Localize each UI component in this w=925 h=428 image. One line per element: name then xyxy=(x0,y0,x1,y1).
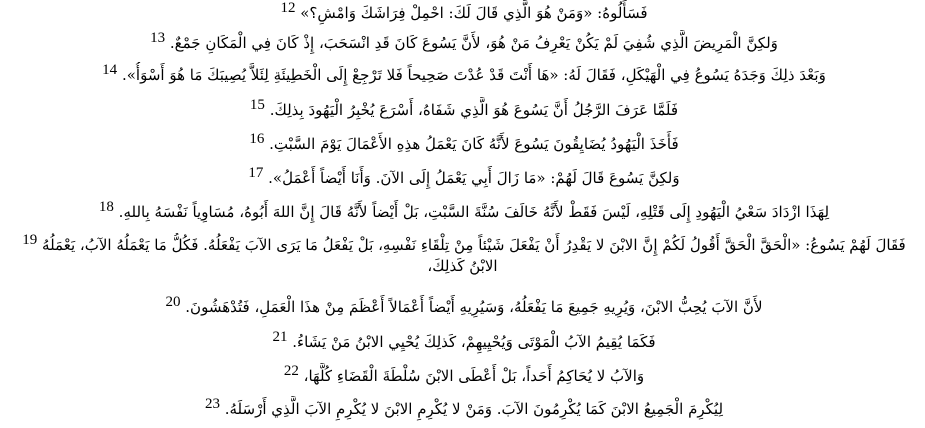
verse-17 xyxy=(8,165,917,191)
verse-text: لِهَذَا ازْدَادَ سَعْيُ الْيَهُودِ إِلَى قَتْلِهِ، لَيْسَ فَقَطْ لأَنَّهُ خَالَفَ سُنَّةَ السَّبْتِ، بَلْ أَيْضاً لأَنَّهُ قَالَ إِنَّ اللهَ أَبُوهُ، مُسَاوِياً نَفْسَهُ بِاللهِ. xyxy=(118,203,830,221)
verse-number: 22 xyxy=(283,363,299,379)
verse-text: لأَنَّ الآبَ يُحِبُّ الابْنَ، وَيُرِيهِ جَمِيعَ مَا يَفْعَلُهُ، وَسَيُرِيهِ أَيْضاً أَعْمَالاً أَعْظَمَ مِنْ هذَا الْعَمَلِ، فَتُدْهَشُونَ. xyxy=(185,298,763,316)
verse-21 xyxy=(8,329,917,355)
verse-text: فَقَالَ لَهُمْ يَسُوعُ: «الْحَقَّ الْحَقَّ أَقُولُ لَكُمْ إِنَّ الابْنَ لا يَقْدِرُ أَنْ يَفْعَلَ شَيْئاً مِنْ تِلْقَاءِ نَفْسِهِ، بَلْ يَفْعَلُ مَا يَرَى الآبَ يَفْعَلُهُ. فَكُلُّ مَا يَعْمَلُهُ الآبُ، يَعْمَلُهُ الابْنُ كَذلِكَ، xyxy=(42,236,906,275)
verse-text: وَلكِنَّ يَسُوعَ قَالَ لَهُمْ: «مَا زَالَ أَبِي يَعْمَلُ إِلَى الآنَ. وَأَنَا أَيْضاً أَعْمَلُ». xyxy=(268,169,680,187)
verse-20 xyxy=(8,294,917,320)
verse-number: 13 xyxy=(150,30,166,46)
verse-18 xyxy=(8,199,917,225)
verse-23 xyxy=(8,396,917,422)
verse-number: 20 xyxy=(165,294,181,310)
verse-text: فَلَمَّا عَرَفَ الرَّجُلُ أَنَّ يَسُوعَ هُوَ الَّذِي شَفَاهُ، أَسْرَعَ يُخْبِرُ الْيَهُودَ بِذلِكَ. xyxy=(269,101,679,119)
verse-22 xyxy=(8,363,917,389)
verse-15 xyxy=(8,97,917,123)
verse-16 xyxy=(8,131,917,157)
verse-13 xyxy=(8,30,917,56)
verse-text: وَبَعْدَ ذلِكَ وَجَدَهُ يَسُوعُ فِي الْهَيْكَلِ، فَقَالَ لَهُ: «هَا أَنْتَ قَدْ عُدْتَ صَحِيحاً فَلا تَرْجِعْ إِلَى الْخَطِيئَةِ لِئَلاَّ يُصِيبَكَ مَا هُوَ أَسْوَأُ». xyxy=(121,66,826,84)
verse-12 xyxy=(8,0,917,26)
verse-number: 23 xyxy=(204,396,220,412)
verse-text: فَسَأَلُوهُ: «وَمَنْ هُوَ الَّذِي قَالَ لَكَ: احْمِلْ فِرَاشَكَ وَامْشِ؟» xyxy=(300,4,648,22)
verse-number: 17 xyxy=(248,165,264,181)
verse-number: 18 xyxy=(98,199,114,215)
verse-number: 16 xyxy=(249,131,265,147)
verse-19 xyxy=(8,233,917,277)
verse-text: لِيُكْرِمَ الْجَمِيعُ الابْنَ كَمَا يُكْرِمُونَ الآبَ. وَمَنْ لا يُكْرِمِ الابْنَ لا يُكْرِمِ الآبَ الَّذِي أَرْسَلَهُ. xyxy=(224,400,724,418)
verse-number: 21 xyxy=(272,329,288,345)
verse-number: 19 xyxy=(22,233,38,248)
verse-text: فَأَخَذَ الْيَهُودُ يُضَايِقُونَ يَسُوعَ لأَنَّهُ كَانَ يَعْمَلُ هذِهِ الأَعْمَالَ يَوْمَ السَّبْتِ. xyxy=(269,135,679,153)
verse-number: 14 xyxy=(102,62,118,78)
verse-number: 15 xyxy=(249,97,265,113)
verse-number: 12 xyxy=(280,0,296,16)
verse-14 xyxy=(8,62,917,88)
verse-text: وَالآبُ لا يُحَاكِمُ أَحَداً، بَلْ أَعْطَى الابْنَ سُلْطَةَ الْقَضَاءِ كُلَّهَا، xyxy=(303,367,645,385)
verse-text: فَكَمَا يُقِيمُ الآبُ الْمَوْتَى وَيُحْيِيهِمْ، كَذلِكَ يُحْيِي الابْنُ مَنْ يَشَاءُ. xyxy=(292,333,656,351)
verse-text: وَلكِنَّ الْمَرِيضَ الَّذِي شُفِيَ لَمْ يَكُنْ يَعْرِفُ مَنْ هُوَ، لأَنَّ يَسُوعَ كَانَ قَدِ انْسَحَبَ، إِذْ كَانَ فِي الْمَكَانِ جَمْعٌ. xyxy=(169,34,778,52)
